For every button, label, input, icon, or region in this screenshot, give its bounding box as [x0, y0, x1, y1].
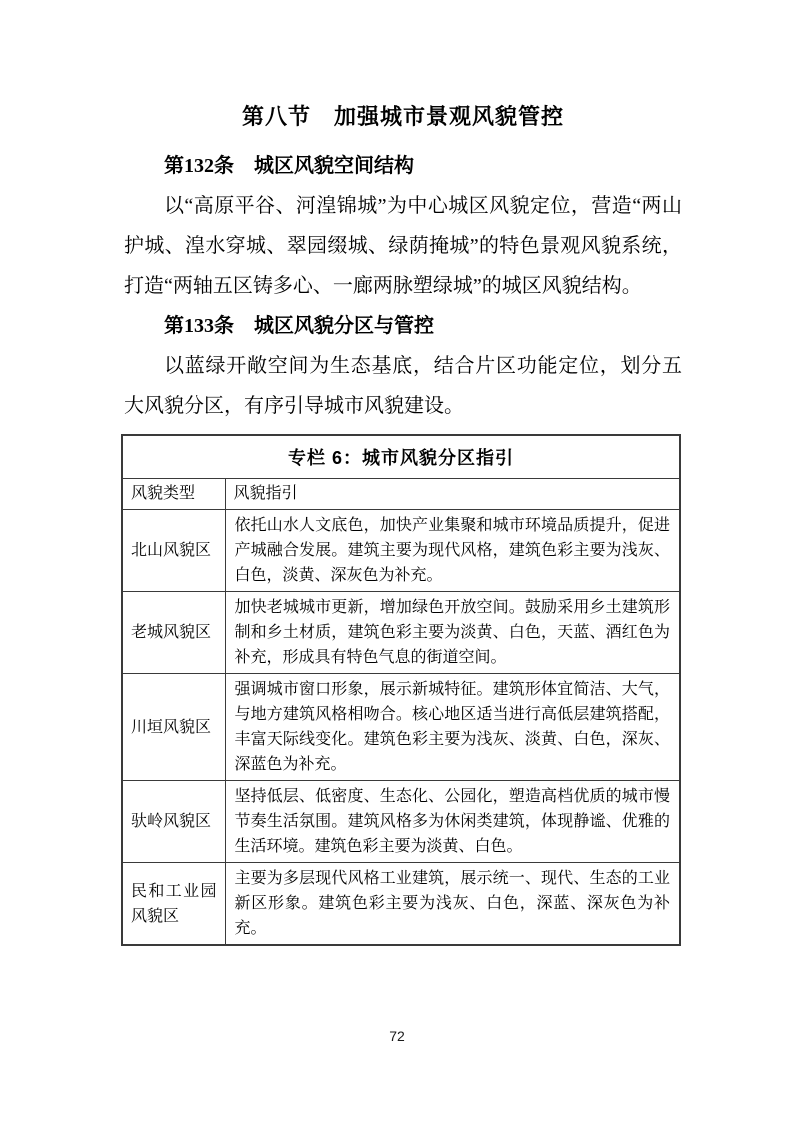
page-number: 72 [389, 1028, 405, 1044]
zone-type-cell: 北山风貌区 [122, 510, 225, 592]
table-row [122, 674, 680, 781]
table-title: 专栏 6：城市风貌分区指引 [122, 435, 680, 479]
zone-guide-cell: 加快老城城市更新，增加绿色开放空间。鼓励采用乡土建筑形制和乡土材质，建筑色彩主要为淡黄、白色，天蓝、酒红色为补充，形成具有特色气息的街道空间。 [225, 592, 680, 674]
article-132-body: 以“高原平谷、河湟锦城”为中心城区风貌定位，营造“两山护城、湟水穿城、翠园缀城、绿荫掩城”的特色景观风貌系统，打造“两轴五区铸多心、一廊两脉塑绿城”的城区风貌结构。 [124, 195, 682, 297]
column-header-guide: 风貌指引 [225, 479, 680, 510]
zone-type-cell: 民和工业园风貌区 [122, 863, 225, 946]
zone-type-cell: 驮岭风貌区 [122, 781, 225, 863]
zone-type-cell: 川垣风貌区 [122, 674, 225, 781]
table-row [122, 510, 680, 592]
article-133-heading: 第133条 城区风貌分区与管控 [164, 315, 434, 337]
zone-guide-cell: 依托山水人文底色，加快产业集聚和城市环境品质提升，促进产城融合发展。建筑主要为现代风格，建筑色彩主要为浅灰、白色，淡黄、深灰色为补充。 [225, 510, 680, 592]
table-header-row [122, 479, 680, 510]
style-zoning-table [121, 434, 681, 946]
column-header-type: 风貌类型 [122, 479, 225, 510]
zone-guide-cell: 强调城市窗口形象，展示新城特征。建筑形体宜简洁、大气，与地方建筑风格相吻合。核心地区适当进行高低层建筑搭配，丰富天际线变化。建筑色彩主要为浅灰、淡黄、白色，深灰、深蓝色为补充。 [225, 674, 680, 781]
zone-guide-cell: 主要为多层现代风格工业建筑，展示统一、现代、生态的工业新区形象。建筑色彩主要为浅灰、白色，深蓝、深灰色为补充。 [225, 863, 680, 946]
zone-type-cell: 老城风貌区 [122, 592, 225, 674]
table-row [122, 781, 680, 863]
table-row [122, 863, 680, 946]
section-title: 第八节 加强城市景观风貌管控 [241, 104, 564, 129]
table-title-row [122, 435, 680, 479]
zone-guide-cell: 坚持低层、低密度、生态化、公园化，塑造高档优质的城市慢节奏生活氛围。建筑风格多为休闲类建筑，体现静谧、优雅的生活环境。建筑色彩主要为淡黄、白色。 [225, 781, 680, 863]
table-row [122, 592, 680, 674]
article-133-body: 以蓝绿开敞空间为生态基底，结合片区功能定位，划分五大风貌分区，有序引导城市风貌建设。 [124, 355, 682, 417]
article-132-heading: 第132条 城区风貌空间结构 [164, 155, 414, 177]
